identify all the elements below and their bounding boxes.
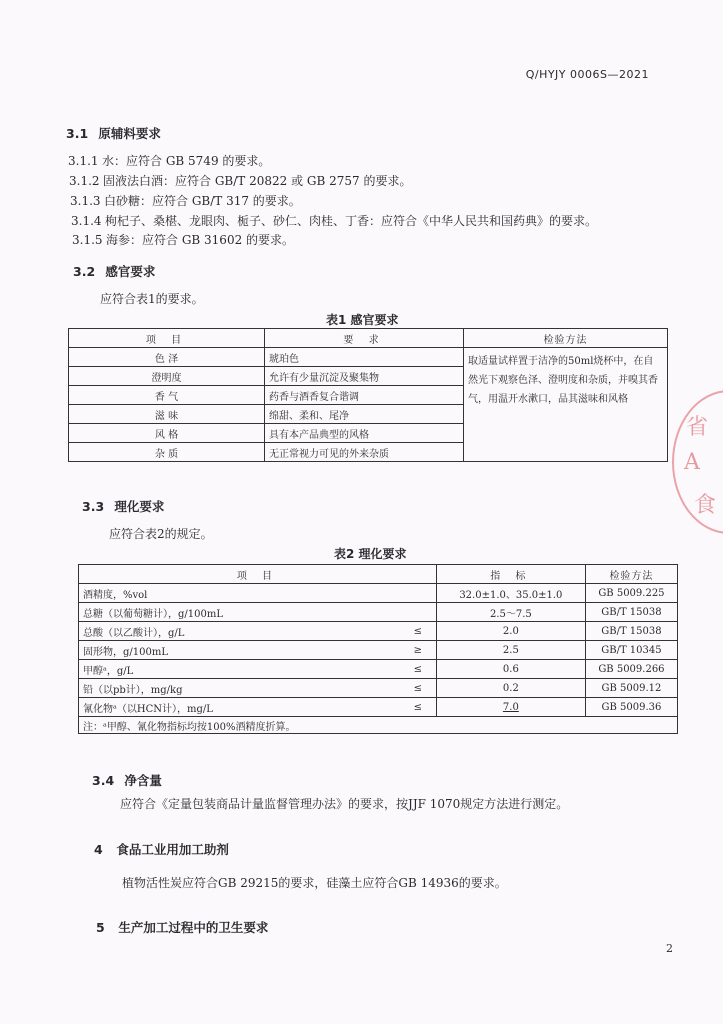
clause-3-1-3 <box>70 192 301 209</box>
table-row <box>79 641 678 660</box>
value-cell: 7.0 <box>436 698 585 717</box>
clause-number: 3.1.5 <box>72 233 103 247</box>
comparator-cell <box>400 584 437 603</box>
value-cell: 2.5～7.5 <box>436 603 585 622</box>
comparator-cell: ≤ <box>400 622 437 641</box>
item-cell: 色 泽 <box>69 348 265 367</box>
page-number: 2 <box>666 942 673 955</box>
table-row <box>69 348 668 367</box>
clause-text: 枸杞子、桑椹、龙眼肉、栀子、砂仁、肉桂、丁香：应符合《中华人民共和国药典》的要求。 <box>105 214 598 228</box>
section-title: 感官要求 <box>105 264 156 279</box>
item-cell: 铅（以pb计），mg/kg <box>79 679 400 698</box>
clause-text: 白砂糖：应符合 GB/T 317 的要求。 <box>104 194 301 208</box>
value-cell: 2.5 <box>436 641 585 660</box>
section-title: 理化要求 <box>114 499 165 514</box>
item-cell: 甲醇ᵃ，g/L <box>79 660 400 679</box>
item-cell: 总糖（以葡萄糖计），g/100mL <box>79 603 400 622</box>
section-number: 4 <box>94 842 103 857</box>
item-cell: 固形物，g/100mL <box>79 641 400 660</box>
clause-number: 3.1.1 <box>68 154 99 168</box>
section-4-text: 植物活性炭应符合GB 29215的要求，硅藻土应符合GB 14936的要求。 <box>122 876 507 890</box>
section-3-3-heading <box>82 497 164 515</box>
column-header: 检验方法 <box>464 329 668 348</box>
section-3-2-heading <box>73 262 155 280</box>
column-header: 要 求 <box>265 329 464 348</box>
clause-3-1-4 <box>71 212 597 229</box>
table1-sensory <box>68 328 668 462</box>
requirement-cell: 具有本产品典型的风格 <box>265 424 464 443</box>
section-number: 3.3 <box>82 499 105 514</box>
method-cell: GB/T 10345 <box>585 641 677 660</box>
requirement-cell: 无正常视力可见的外来杂质 <box>265 443 464 462</box>
requirement-cell: 琥珀色 <box>265 348 464 367</box>
table-row <box>79 660 678 679</box>
section-3-3-intro: 应符合表2的规定。 <box>109 527 213 541</box>
value-cell: 2.0 <box>436 622 585 641</box>
table-row <box>79 622 678 641</box>
value-cell: 0.6 <box>436 660 585 679</box>
table-row <box>79 584 678 603</box>
method-cell: GB 5009.225 <box>585 584 677 603</box>
comparator-cell <box>400 603 437 622</box>
clause-number: 3.1.3 <box>70 194 101 208</box>
comparator-cell: ≤ <box>400 679 437 698</box>
item-cell: 澄明度 <box>69 367 265 386</box>
section-title: 食品工业用加工助剂 <box>116 842 229 857</box>
table1-caption: 表1 感官要求 <box>326 313 399 327</box>
section-number: 3.1 <box>66 126 89 141</box>
table-row <box>79 603 678 622</box>
section-3-2-intro: 应符合表1的要求。 <box>100 292 204 306</box>
item-cell: 氰化物ᵃ（以HCN计），mg/L <box>79 698 400 717</box>
section-number: 5 <box>96 920 105 935</box>
clause-number: 3.1.4 <box>71 214 102 228</box>
item-cell: 酒精度，%vol <box>79 584 400 603</box>
method-cell: 取适量试样置于洁净的50ml烧杯中，在自然光下观察色泽、澄明度和杂质，并嗅其香气，用温开水漱口，品其滋味和风格 <box>464 348 668 462</box>
table-header-row <box>69 329 668 348</box>
value-cell: 32.0±1.0、35.0±1.0 <box>436 584 585 603</box>
clause-text: 固液法白酒：应符合 GB/T 20822 或 GB 2757 的要求。 <box>103 174 412 188</box>
section-3-4-heading <box>92 771 162 789</box>
table-row <box>79 679 678 698</box>
column-header: 项 目 <box>69 329 265 348</box>
clause-3-1-2 <box>69 172 411 189</box>
comparator-cell: ≤ <box>400 698 437 717</box>
column-header: 项 目 <box>79 565 437 584</box>
section-4-heading <box>94 840 229 858</box>
method-cell: GB 5009.36 <box>585 698 677 717</box>
section-title: 生产加工过程中的卫生要求 <box>118 920 269 935</box>
section-5-heading <box>96 918 268 936</box>
method-cell: GB/T 15038 <box>585 603 677 622</box>
requirement-cell: 药香与酒香复合谐调 <box>265 386 464 405</box>
table-row <box>79 698 678 717</box>
value-cell: 0.2 <box>436 679 585 698</box>
item-cell: 滋 味 <box>69 405 265 424</box>
clause-text: 海参：应符合 GB 31602 的要求。 <box>106 233 295 247</box>
method-cell: GB 5009.266 <box>585 660 677 679</box>
item-cell: 杂 质 <box>69 443 265 462</box>
clause-3-1-5 <box>72 231 294 248</box>
section-title: 原辅料要求 <box>98 126 161 141</box>
column-header: 指 标 <box>436 565 585 584</box>
document-code: Q/HYJY 0006S—2021 <box>525 68 649 81</box>
item-cell: 香 气 <box>69 386 265 405</box>
official-seal-stamp: 省 A 食 <box>672 390 723 534</box>
clause-3-1-1 <box>68 152 270 169</box>
table-note: 注：ᵃ甲醇、氰化物指标均按100%酒精度折算。 <box>79 717 678 734</box>
table-note-row <box>79 717 678 734</box>
clause-number: 3.1.2 <box>69 174 100 188</box>
section-3-4-text: 应符合《定量包装商品计量监督管理办法》的要求，按JJF 1070规定方法进行测定。 <box>120 797 569 811</box>
item-cell: 风 格 <box>69 424 265 443</box>
column-header: 检验方法 <box>585 565 677 584</box>
method-cell: GB/T 15038 <box>585 622 677 641</box>
section-number: 3.2 <box>73 264 96 279</box>
requirement-cell: 绵甜、柔和、尾净 <box>265 405 464 424</box>
comparator-cell: ≥ <box>400 641 437 660</box>
item-cell: 总酸（以乙酸计），g/L <box>79 622 400 641</box>
section-number: 3.4 <box>92 773 115 788</box>
method-cell: GB 5009.12 <box>585 679 677 698</box>
clause-text: 水：应符合 GB 5749 的要求。 <box>102 154 271 168</box>
section-3-1-heading <box>66 124 161 142</box>
section-title: 净含量 <box>124 773 162 788</box>
table2-caption: 表2 理化要求 <box>334 547 407 561</box>
requirement-cell: 允许有少量沉淀及聚集物 <box>265 367 464 386</box>
table2-physicochemical <box>78 564 678 734</box>
table-header-row <box>79 565 678 584</box>
comparator-cell: ≤ <box>400 660 437 679</box>
